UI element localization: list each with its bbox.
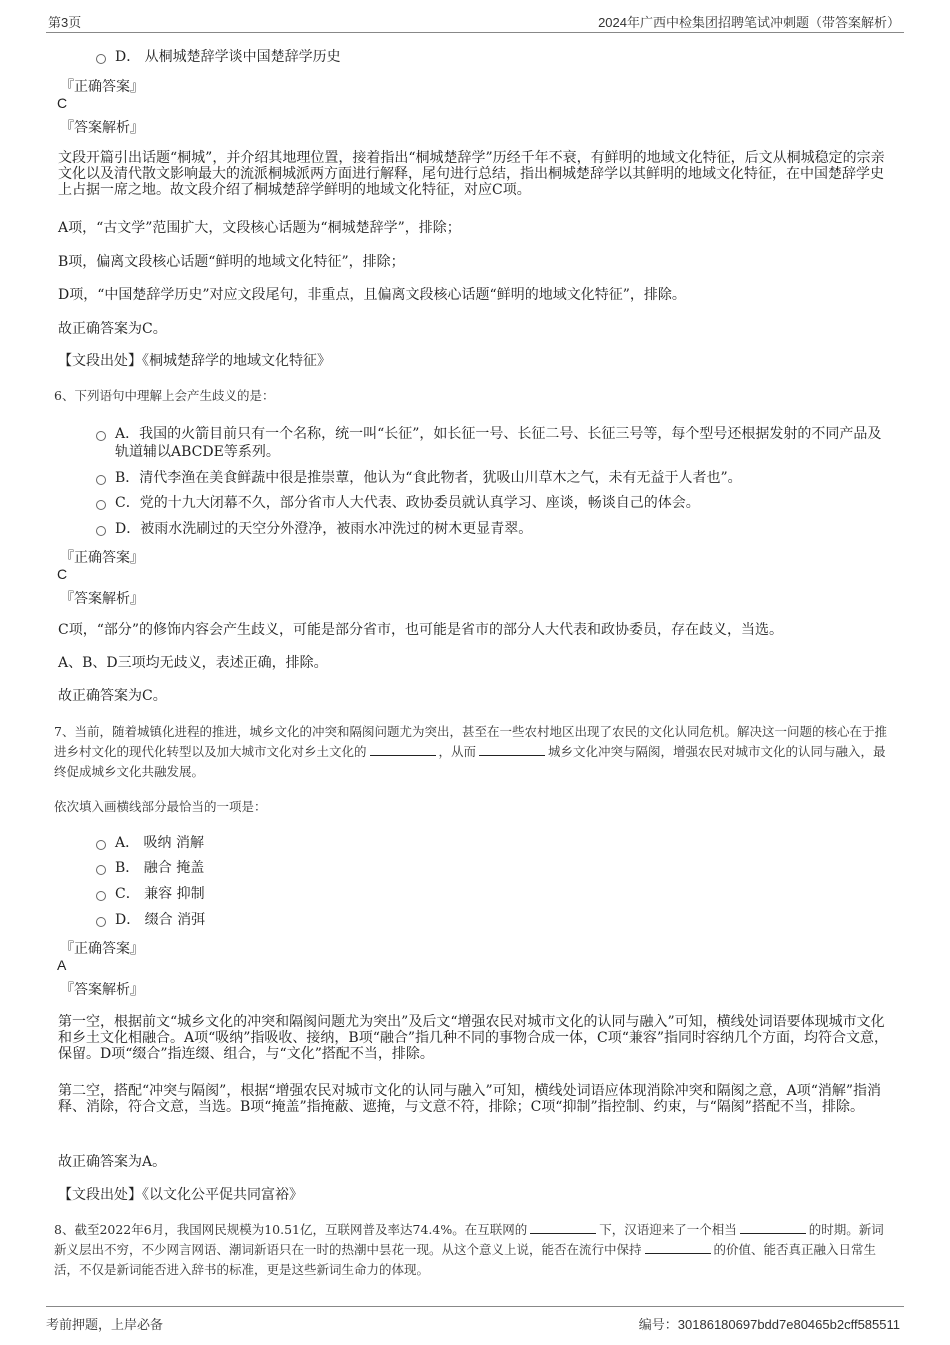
- radio-icon[interactable]: [96, 891, 106, 901]
- q6-analysis-paragraph: A、B、D三项均无歧义，表述正确，排除。: [58, 655, 328, 671]
- option-text: C． 兼容 抑制: [115, 886, 205, 902]
- page-number: 第3页: [48, 15, 82, 30]
- q6-question: 6、下列语句中理解上会产生歧义的是：: [54, 388, 275, 403]
- q5-answer: C: [57, 95, 68, 111]
- option-text: A． 吸纳 消解: [115, 835, 205, 851]
- radio-icon[interactable]: [96, 431, 106, 441]
- q6-option-a[interactable]: [96, 425, 896, 461]
- q6-answer-label: 『正确答案』: [60, 550, 144, 566]
- radio-icon[interactable]: [96, 475, 106, 485]
- option-text: D． 从桐城楚辞学谈中国楚辞学历史: [115, 49, 341, 65]
- q7-analysis-paragraph: 第一空，根据前文“城乡文化的冲突和隔阂问题尤为突出”及后文“增强农民对城市文化的认同与融入”可知，横线处词语要体现城市文化和乡土文化相融合。A项“吸纳”指吸收、接纳，B项“融合”指几种不同的事物合成一体，C项“兼容”指同时容纳几个方面，均符合文意，保留。D项“缀合”指连缀、组合，与“文化”搭配不当，排除。: [58, 1014, 889, 1062]
- radio-icon[interactable]: [96, 500, 106, 510]
- header-divider: [46, 32, 904, 33]
- radio-icon[interactable]: [96, 54, 106, 64]
- q6-answer: C: [57, 566, 68, 582]
- q6-option-b[interactable]: [96, 469, 742, 487]
- q7-analysis-paragraph: 第二空，搭配“冲突与隔阂”，根据“增强农民对城市文化的认同与融入”可知，横线处词语应体现消除冲突和隔阂之意，A项“消解”指消释、消除，符合文意，当选。B项“掩盖”指掩蔽、遮掩，与文意不符，排除；C项“抑制”指控制、约束，与“隔阂”搭配不当，排除。: [58, 1083, 882, 1115]
- page-footer: [46, 1306, 904, 1336]
- q6-option-d[interactable]: [96, 520, 532, 538]
- q7-conclusion: 故正确答案为A。: [58, 1154, 167, 1170]
- q5-analysis-paragraph: D项，“中国楚辞学历史”对应文段尾句，非重点，且偏离文段核心话题“鲜明的地域文化特征”，排除。: [58, 287, 686, 303]
- radio-icon[interactable]: [96, 917, 106, 927]
- q8-question: 8、截至2022年6月，我国网民规模为10.51亿，互联网普及率达74.4%。在互联网的 下，汉语迎来了一个相当 的时期。新词新义层出不穷，不少网言网语、潮词新语只在一时的热潮中昙花一现。从这个意义上说，能否在流行中保持 的价值、能否真正融入日常生活，不仅是新词能否进入辞书的标准，更是这些新词生命力的体现。: [54, 1222, 884, 1277]
- page-header: [46, 10, 904, 30]
- footer-slogan: 考前押题，上岸必备: [46, 1318, 164, 1333]
- document-code: 编号：30186180697bdd7e80465b2cff585511: [638, 1317, 900, 1333]
- q5-analysis-label: 『答案解析』: [60, 120, 144, 136]
- option-text: B．清代李渔在美食鲜蔬中很是推崇蕈，他认为“食此物者，犹吸山川草木之气，未有无益于人者也”。: [115, 470, 742, 486]
- document-title: 2024年广西中检集团招聘笔试冲刺题（带答案解析）: [598, 15, 900, 30]
- option-text: D．被雨水洗刷过的天空分外澄净，被雨水冲洗过的树木更显青翠。: [115, 521, 533, 537]
- q7-question: 7、当前，随着城镇化进程的推进，城乡文化的冲突和隔阂问题尤为突出，甚至在一些农村地区出现了农民的文化认同危机。解决这一问题的核心在于推进乡村文化的现代化转型以及加大城市文化对乡土文化的 ，从而 城乡文化冲突与隔阂，增强农民对城市文化的认同与融入，最终促成城乡文化共融发展。: [54, 724, 887, 779]
- fill-blank: [530, 1221, 596, 1234]
- q7-source: 【文段出处】《以文化公平促共同富裕》: [58, 1187, 303, 1203]
- footer-divider: [46, 1306, 904, 1307]
- option-text: A．我国的火箭目前只有一个名称，统一叫“长征”，如长征一号、长征二号、长征三号等，每个型号还根据发射的不同产品及轨道辅以ABCDE等系列。: [115, 426, 882, 460]
- q5-answer-label: 『正确答案』: [60, 79, 144, 95]
- radio-icon[interactable]: [96, 526, 106, 536]
- q5-analysis-paragraph: B项，偏离文段核心话题“鲜明的地域文化特征”，排除；: [58, 254, 405, 270]
- q7-option-c[interactable]: [96, 885, 205, 903]
- q7-instruction: 依次填入画横线部分最恰当的一项是：: [54, 799, 267, 814]
- radio-icon[interactable]: [96, 865, 106, 875]
- fill-blank: [370, 743, 436, 756]
- q5-conclusion: 故正确答案为C。: [58, 321, 167, 337]
- q6-analysis-label: 『答案解析』: [60, 591, 144, 607]
- q5-source: 【文段出处】《桐城楚辞学的地域文化特征》: [58, 353, 331, 369]
- q5-option-d[interactable]: [96, 48, 341, 66]
- radio-icon[interactable]: [96, 840, 106, 850]
- q7-option-d[interactable]: [96, 911, 205, 929]
- option-text: B． 融合 掩盖: [115, 860, 205, 876]
- q6-option-c[interactable]: [96, 494, 700, 512]
- q7-analysis-label: 『答案解析』: [60, 982, 144, 998]
- q6-analysis-paragraph: C项，“部分”的修饰内容会产生歧义，可能是部分省市，也可能是省市的部分人大代表和政协委员，存在歧义，当选。: [58, 622, 784, 638]
- q5-analysis-paragraph: 文段开篇引出话题“桐城”，并介绍其地理位置，接着指出“桐城楚辞学”历经千年不衰，有鲜明的地域文化特征，后文从桐城稳定的宗亲文化以及清代散文影响最大的流派桐城派两方面进行解释，尾句进行总结，指出桐城楚辞学以其鲜明的地域文化特征，在中国楚辞学史上占据一席之地。故文段介绍了桐城楚辞学鲜明的地域文化特征，对应C项。: [58, 150, 885, 198]
- q7-option-b[interactable]: [96, 859, 204, 877]
- option-text: D． 缀合 消弭: [115, 912, 206, 928]
- fill-blank: [479, 743, 545, 756]
- q7-option-a[interactable]: [96, 834, 204, 852]
- q6-conclusion: 故正确答案为C。: [58, 688, 167, 704]
- q7-answer: A: [57, 957, 67, 973]
- fill-blank: [645, 1241, 711, 1254]
- q5-analysis-paragraph: A项，“古文学”范围扩大，文段核心话题为“桐城楚辞学”，排除；: [58, 220, 461, 236]
- q7-answer-label: 『正确答案』: [60, 941, 144, 957]
- fill-blank: [740, 1221, 806, 1234]
- option-text: C．党的十九大闭幕不久，部分省市人大代表、政协委员就认真学习、座谈，畅谈自己的体会。: [115, 495, 700, 511]
